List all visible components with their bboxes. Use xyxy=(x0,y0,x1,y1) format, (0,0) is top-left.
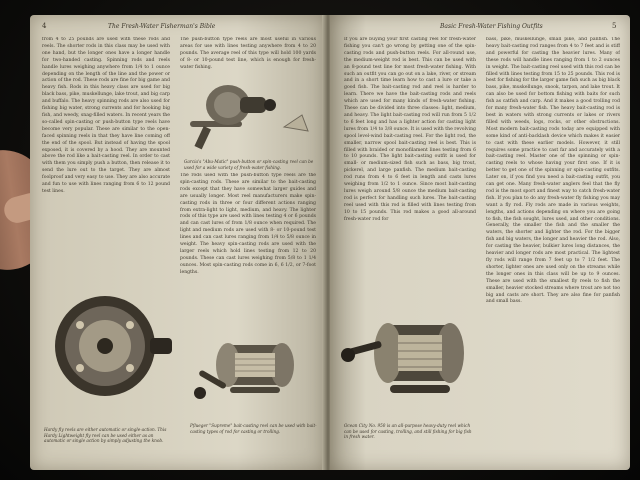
open-book xyxy=(30,15,630,470)
fly-reel-knob xyxy=(150,338,172,354)
fly-reel-screw xyxy=(126,321,134,329)
fig1-caption: Garcia's "Abu-Matic" push-button or spin-casting reel can be used for a wide variety of fresh-water fishing. xyxy=(184,159,314,170)
fly-reel-figure xyxy=(50,280,180,410)
baitcast-handle-knob xyxy=(194,387,206,399)
right-fig-caption: Ocean City No. 950 is an all-purpose heavy-duty reel which can be used for casting, trolling, and still fishing for big fish in fresh water. xyxy=(344,423,472,440)
baitcast-foot xyxy=(230,387,280,393)
spin-casting-reel-figure xyxy=(180,75,320,155)
ocean-city-reel-figure xyxy=(340,305,480,415)
oc-left-plate xyxy=(374,323,402,383)
fly-reel-hub xyxy=(97,338,113,354)
left-column-1: from 4 to 25 pounds are used with these rods and reels. The shorter rods in this class may be used with one hand, but the longer ones have a longer handle for two-handed casting. Spinning rods and reels handle lures weighing anywhere from 1/4 to 1 ounce depending on the length of the line and the power or action of the rod. These rods are fine for big game and heavy fish. Rods in this heavy class are used for big black bass, pike, muskellunge, lake trout, and big carp and buffalo. The heavy spinning rods are also used for fishing big water, strong currents and for hooking big fish, and weedy, snag-filled waters. In recent years the so-called spin-casting or push-button type reels have become very popular. These are similar to the open-faced spinning reels in that they have line coming off the end of the spool. But instead of having the spool exposed, it is covered by a hood. They are mounted above the rod like a bait-casting reel. In order to cast with them you simply push a button, then release it to send the lure out to the target. They are almost foolproof and very easy to use. They are also accurate and fun to use with lines ranging from 6 to 12 pound test lines. xyxy=(42,37,170,194)
reel-crank xyxy=(194,126,211,149)
left-running-head: The Fresh-Water Fisherman's Bible xyxy=(108,23,216,30)
bait-casting-reel-figure xyxy=(190,315,320,415)
left-page-number: 4 xyxy=(42,22,47,30)
oc-reel-foot xyxy=(390,385,450,393)
reel-handle-knob xyxy=(264,99,276,111)
oc-spool xyxy=(398,335,442,371)
reel-hood-highlight xyxy=(214,92,242,118)
right-running-head: Basic Fresh-Water Fishing Outfits xyxy=(440,23,543,30)
right-column-1: If you are buying your first casting reel for fresh-water fishing you can't go wrong by getting one of the spin-casting rods and push-button reels. For all-round use, the medium-weight rod is best. This can be used with an 8-pound test line for most fresh-water fishing. With such an outfit you can go out on a lake, river, or stream and in a short time learn how to cast a lure or take a good fish. The bait-casting rod and reel is harder to learn. There we have the bait-casting rods and reels which are used for many kinds of fresh-water fishing. These can be divided into three classes: light, medium, and heavy. The light bait-casting rod will run from 5 1/2 to 6 feet long and has a lighter action for casting light lures from 1/4 to 3/8 ounce. It is used with the revolving spool level-wind bait-casting reel. For the light rod, the smaller, narrow spool bait-casting reel is best. This is filled with braided or monofilament lines testing from 6 to 10 pounds. The light bait-casting outfit is used for small- or medium-sized fish such as bass, big trout, pickerel, and large panfish. The medium bait-casting rod runs from 4 to 6 feet in length and casts lures weighing from 1/2 to 1 ounce. Since most bait-casting lures weigh around 5/8 ounce the medium bait-casting rod is perfect for handling such lures. The bait-casting reel used with this rod is filled with lines testing from 10 to 15 pounds. This rod makes a good all-around fresh-water rod for xyxy=(344,37,476,222)
lure-object xyxy=(284,115,308,131)
left-page xyxy=(30,15,326,470)
reel-body xyxy=(240,97,266,113)
oc-handle-knob xyxy=(341,348,355,362)
fig2-caption: Hardy fly reels are either automatic or single-action. This Hardy Lightweight fly reel can be used either as an automatic or single action by simply adjusting the knob. xyxy=(44,427,167,444)
fly-reel-screw xyxy=(76,321,84,329)
left-column-2-bottom: The rods used with the push-button type reels are the spin-casting rods. These are similar to the bait-casting rods except that they have somewhat larger guides and are usually longer. Most reel manufacturers make spin-casting rods in three or four different actions ranging from extra-light to light, medium, and heavy. The lighter rods of this type are used with lines testing 4 or 6 pounds and can cast lures of from 1/8 ounce when required. The light and medium rods are used with 8- or 10-pound test lines and can cast lures ranging from 1/4 to 5/8 ounce in weight. The heavy spin-casting rods are used with the larger reels which hold lines testing from 12 to 20 pounds. These can cast lures weighing from 5/8 to 1 1/4 ounces. Most spin-casting rods come in 6, 6 1/2, or 7-foot lengths. xyxy=(180,173,316,275)
right-column-2: bass, pike, muskellunge, small pike, and panfish. The heavy bait-casting rod ranges from 4 to 7 feet and is stiff and powerful for casting the heavier lures. Many of these rods will handle lines ranging from 1 to 2 ounces in weight. The bait-casting reel used with this rod can be filled with lines testing from 15 to 25 pounds. This rod is best for fishing for the larger game fish such as big black bass, pike, muskellunge, snook, tarpon, and lake trout. It can also be used for bottom fishing with baits for such fish as catfish and carp. And it makes a good trolling rod for many fresh-water fish. The heavy bait-casting rod is best in waters with strong currents or lakes or rivers filled with weeds, logs, rocks, or other obstructions. Most modern bait-casting rods today are equipped with some kind of anti-backlash device which makes it easier to cast with these earlier models. However, it still requires some practice to cast far and accurately with a bait-casting reel. Master one of the spinning or spin-casting reels to whose having your first one. If it is better to get one of the spinning or spin-casting outfits. Later on, if you find you need a bait-casting outfit, you can get one. Many fresh-water anglers feel that the fly rod is the most sport and finest way to catch fresh-water fish. If you plan to do any fresh-water fly fishing you may want a fly rod. Fly rods are made in various weights, lengths, and actions depending on where you are going to fish, the fish sought, lures used, and other conditions. Generally, the smaller the fish and the smaller the waters, the shorter and lighter the rod. For the bigger fish and big waters, the longer and heavier the rod. Also, for casting the heavier, bulkier lures long distances, the heavier and longer rods are most practical. The lightest fly rods will range from 7 feet up to 7 1/2 feet. The shorter, lighter ones are used only on the streams while the longer ones in this class will be up to 9 ounces. These are used with the smallest fly reels to fish the smaller, heavier stocked streams where trout are not too big and casts are short. They are also fine for panfish and small bass. xyxy=(486,37,620,305)
left-column-2-top: The push-button type reels are most useful in various areas for use with lines testing anywhere from 4 to 20 pounds. The average reel of this type will hold 100 yards of 8- or 10-pound test line, which is enough for fresh-water fishing. xyxy=(180,37,316,70)
right-page xyxy=(330,15,630,470)
right-page-number: 5 xyxy=(612,22,617,30)
fig3-caption: Pflueger "Supreme" bait-casting reel can be used with bait-casting types of rod for casting or trolling. xyxy=(190,423,317,434)
fly-reel-screw xyxy=(126,364,134,372)
fly-reel-screw xyxy=(76,364,84,372)
